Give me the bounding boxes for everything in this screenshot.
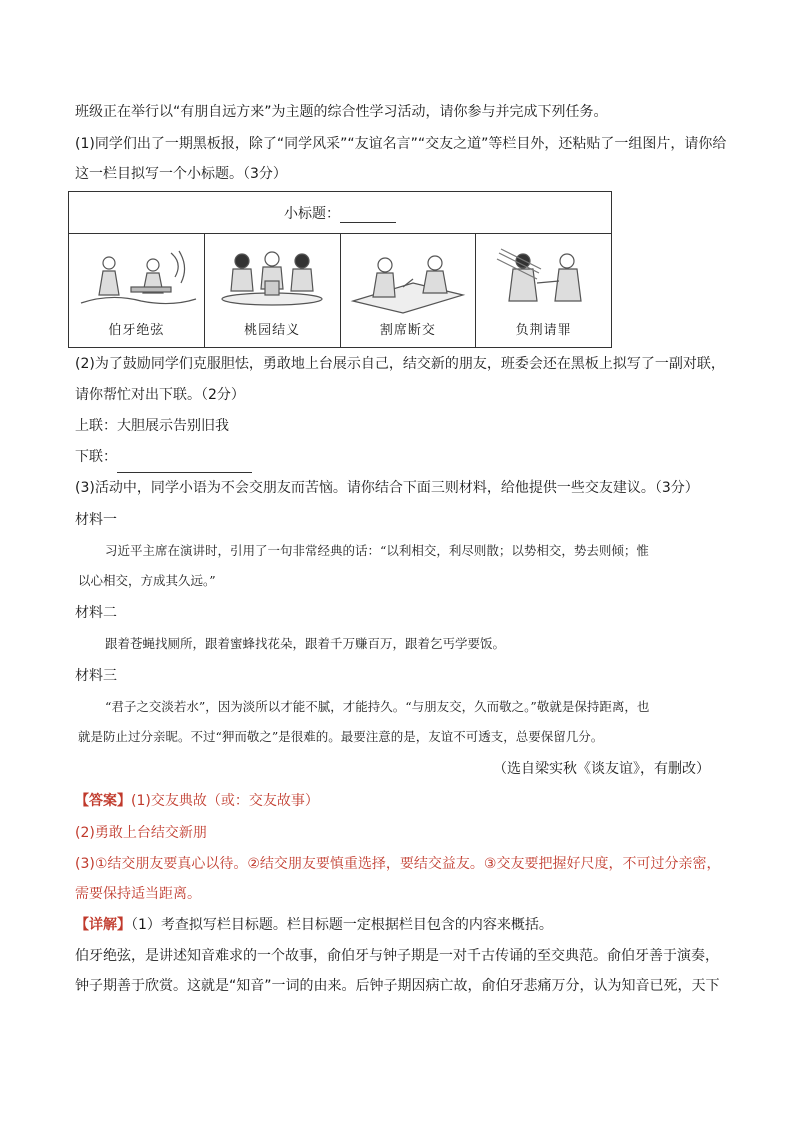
material-3-line-1: “君子之交淡若水”，因为淡所以才能不腻，才能持久。“与朋友交，久而敬之。”敬就是保持距离，也 [105,699,650,714]
couplet-lower-blank [117,442,252,473]
detail-line-head [75,910,734,940]
couplet-lower-label: 下联： [75,449,117,465]
picture-cell-fujing [476,234,612,348]
question-1-line-1: (1)同学们出了一期黑板报，除了“同学风采”“友谊名言”“交友之道”等栏目外，还粘贴了一组图片，请你给 [75,136,727,152]
couplet-upper: 上联：大胆展示告别旧我 [75,418,229,434]
answer-tag: 【答案】 [75,793,131,809]
question-1-line-2: 这一栏目拟写一个小标题。（3分） [75,166,287,182]
answer-line-1 [75,786,734,816]
intro-text: 班级正在举行以“有朋自远方来”为主题的综合性学习活动，请你参与并完成下列任务。 [75,104,608,120]
question-2-line-2: 请你帮忙对出下联。（2分） [75,387,245,403]
material-1-line-2: 以心相交，方成其久远。” [78,573,216,588]
fujing-qingzui-illustration [479,243,609,315]
answer-3-line-1: (3)①结交朋友要真心以待。②结交朋友要慎重选择，要结交益友。③交友要把握好尺度，不可过分亲密， [75,856,721,872]
question-3-line-1: (3)活动中，同学小语为不会交朋友而苦恼。请你结合下面三则材料，给他提供一些交友建议。（3分） [75,480,699,496]
caption-fujing: 负荆请罪 [515,323,572,338]
taoyuan-jieyi-illustration [207,243,337,315]
gexi-duanjiao-illustration [343,243,473,315]
material-1-title: 材料一 [75,512,117,528]
material-source: （选自梁实秋《谈友谊》，有删改） [493,761,710,777]
answer-1: (1)交友典故（或：交友故事） [131,793,319,809]
detail-head: （1）考查拟写栏目标题。栏目标题一定根据栏目包含的内容来概括。 [131,917,553,933]
picture-cell-boya [69,234,205,348]
detail-line-2: 钟子期善于欣赏。这就是“知音”一词的由来。后钟子期因病亡故，俞伯牙悲痛万分，认为知音已死，天下 [75,978,720,994]
picture-cell-taoyuan [204,234,340,348]
picture-cell-gexi [340,234,476,348]
answer-3-line-2: 需要保持适当距离。 [75,886,201,902]
material-2-title: 材料二 [75,605,117,621]
caption-boya: 伯牙绝弦 [108,323,165,338]
question-2-line-1: (2)为了鼓励同学们克服胆怯，勇敢地上台展示自己，结交新的朋友，班委会还在黑板上拟写了一副对联， [75,356,725,372]
detail-tag: 【详解】 [75,917,131,933]
title-blank [340,203,396,223]
boya-juexian-illustration [71,243,201,315]
picture-table [68,191,612,348]
detail-line-1: 伯牙绝弦，是讲述知音难求的一个故事，俞伯牙与钟子期是一对千古传诵的至交典范。俞伯牙善于演奏， [75,948,719,964]
material-2-line-1: 跟着苍蝇找厕所，跟着蜜蜂找花朵，跟着千万赚百万，跟着乞丐学要饭。 [105,636,506,651]
title-cell [69,192,612,234]
material-3-title: 材料三 [75,668,117,684]
answer-2: (2)勇敢上台结交新朋 [75,825,207,841]
title-label: 小标题： [284,205,340,222]
material-3-line-2: 就是防止过分亲昵。不过“狎而敬之”是很难的。最要注意的是，友谊不可透支，总要保留几分。 [78,729,604,744]
material-1-line-1: 习近平主席在演讲时，引用了一句非常经典的话：“以利相交，利尽则散；以势相交，势去则倾；惟 [105,543,649,558]
couplet-lower [75,442,734,473]
caption-gexi: 割席断交 [379,323,436,338]
caption-taoyuan: 桃园结义 [244,323,301,338]
